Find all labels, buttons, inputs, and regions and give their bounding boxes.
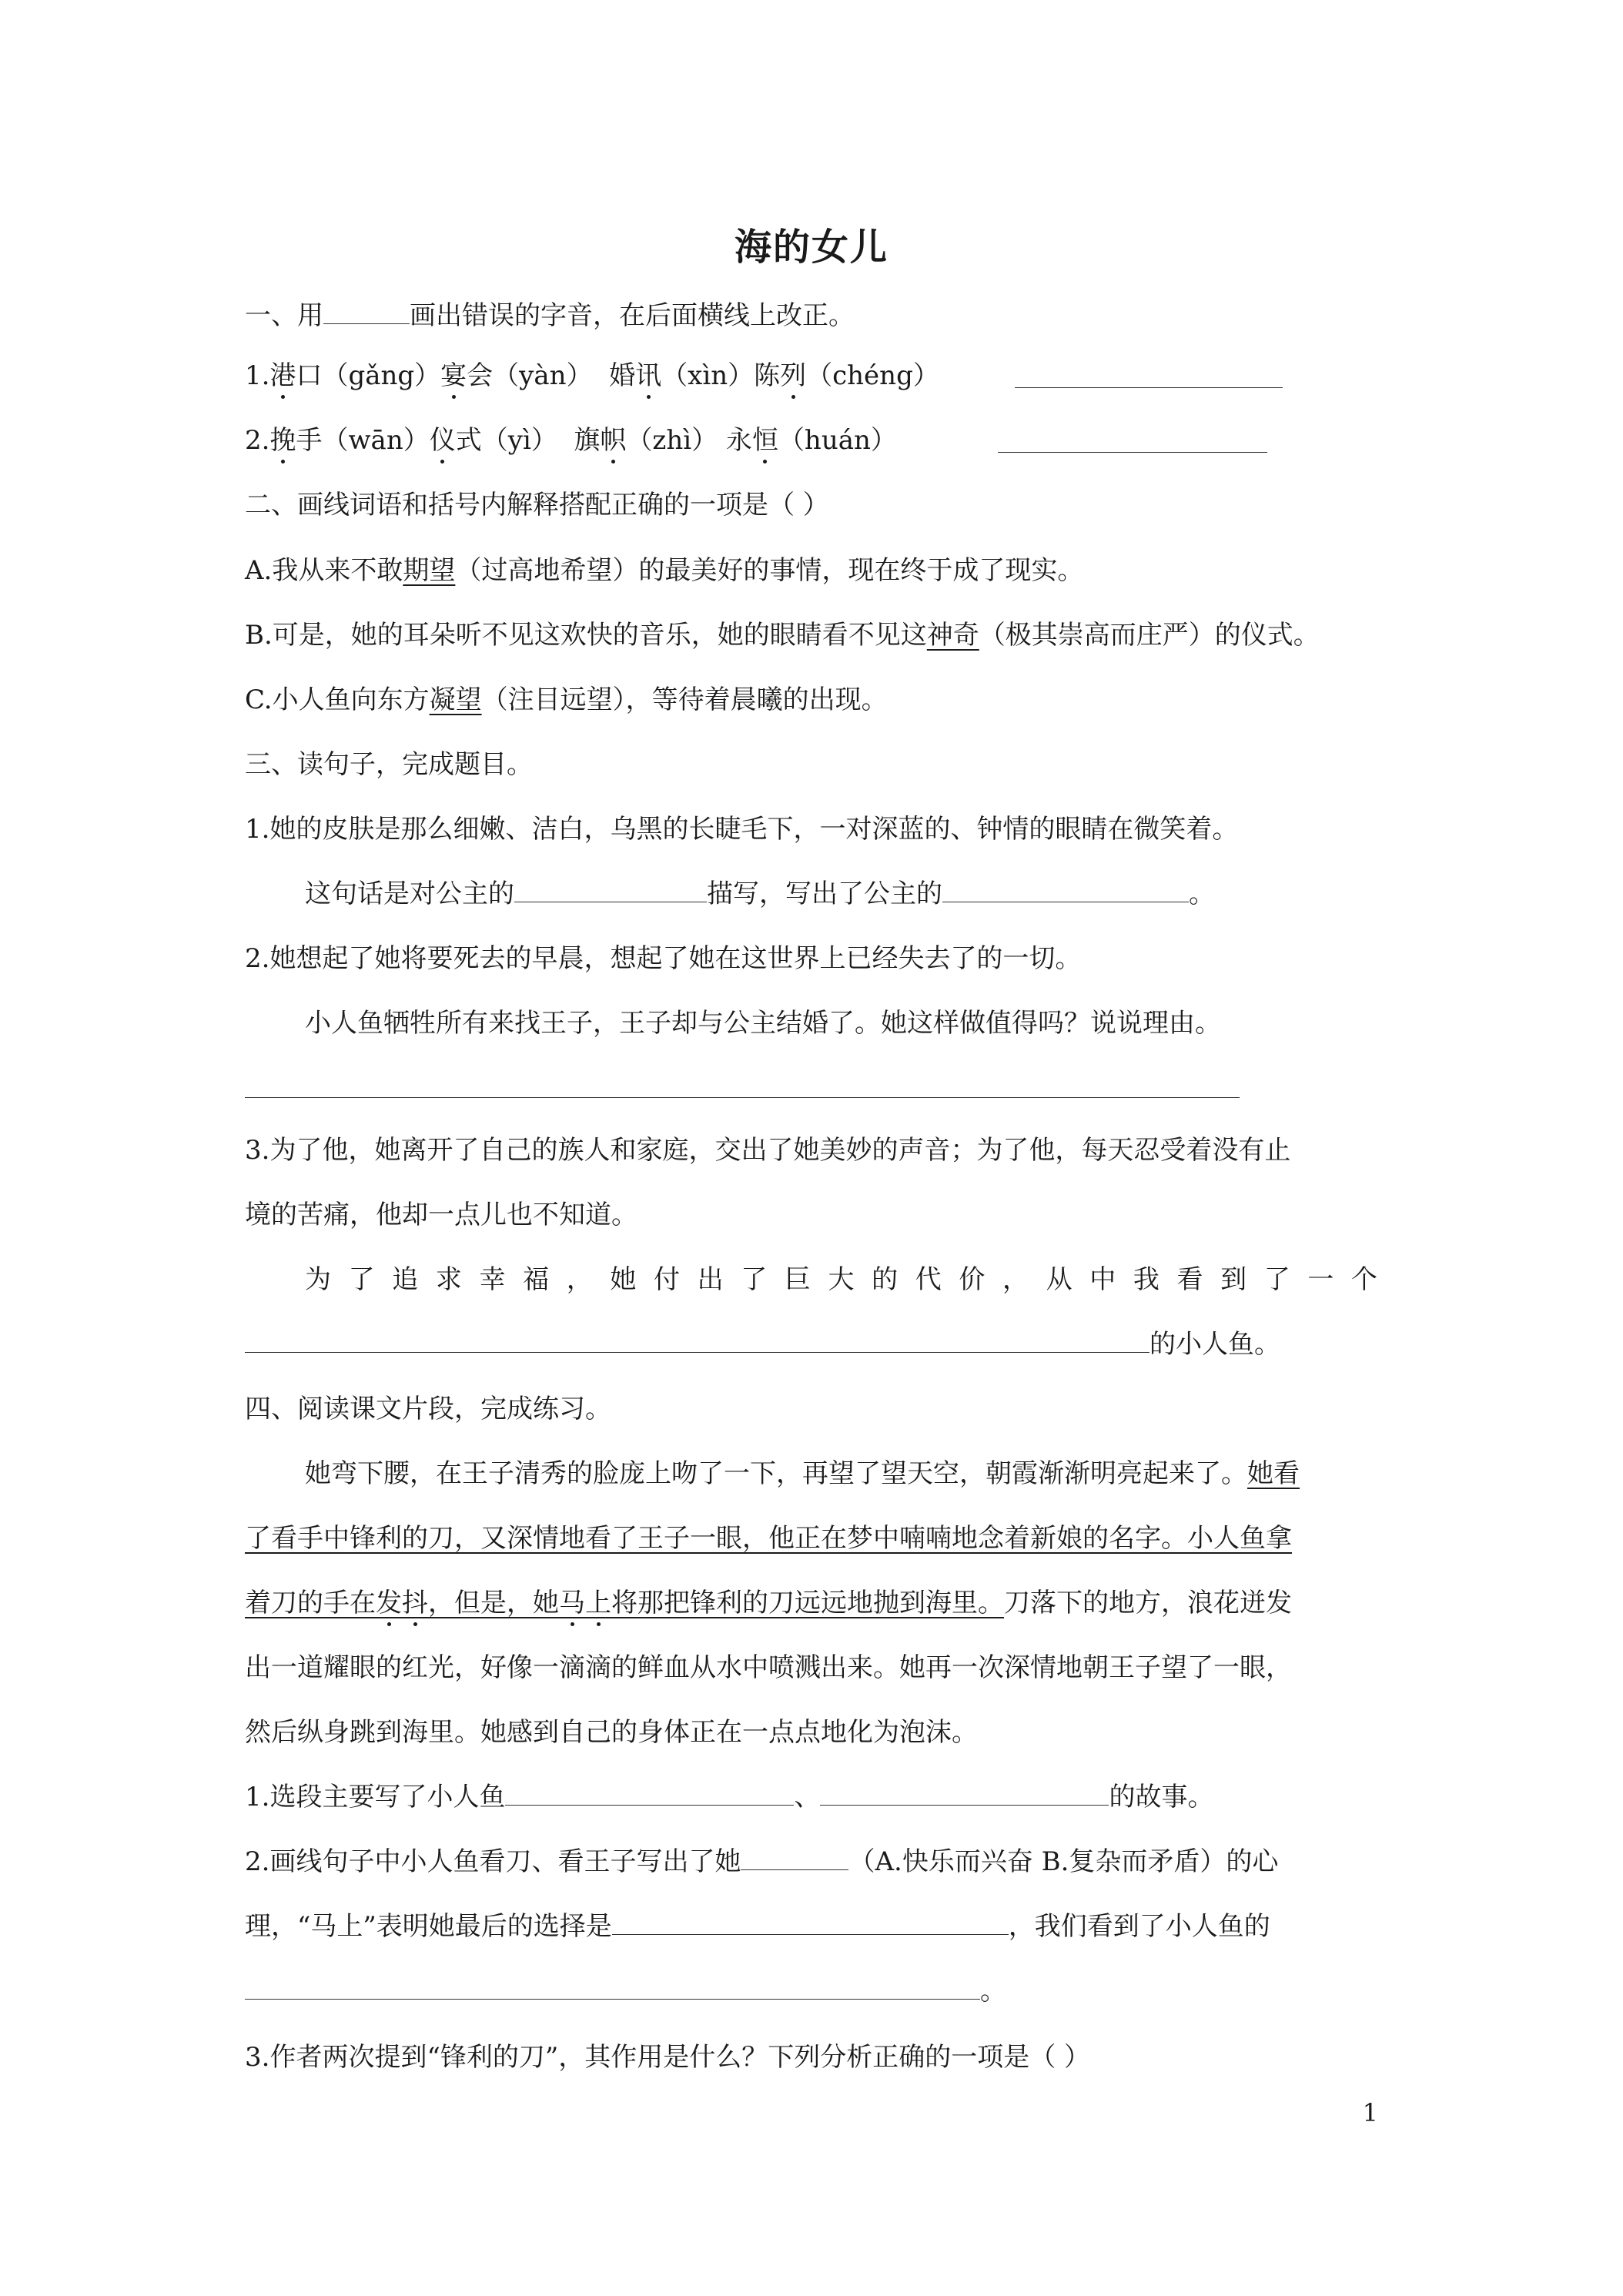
- question-text: 会（yàn） 婚: [467, 360, 636, 391]
- s4-question-1: [245, 1780, 1213, 1814]
- s2-option-c-pre: C.小人鱼向东方: [245, 684, 430, 715]
- dotted-char: 讯: [635, 360, 662, 391]
- s2-option-a-post: （过高地希望）的最美好的事情，现在终于成了现实。: [455, 555, 1084, 586]
- s4-q2-d: ，我们看到了小人鱼的: [1008, 1911, 1270, 1942]
- s2-option-b-word: 神奇: [926, 620, 979, 651]
- passage-line-5: 然后纵身跳到海里。她感到自己的身体正在一点点地化为泡沫。: [245, 1717, 978, 1748]
- spread-char: 价: [959, 1264, 986, 1295]
- s2-option-c-word: 凝望: [429, 684, 482, 715]
- spread-char: 付: [654, 1264, 680, 1295]
- section-1-heading-b: 画出错误的字音，在后面横线上改正。: [410, 300, 855, 331]
- spread-char: 的: [872, 1264, 899, 1295]
- s4-q2-b: （A.快乐而兴奋 B.复杂而矛盾）的心: [848, 1846, 1279, 1877]
- dotted-char: 仪: [429, 425, 456, 456]
- s4-q2-blank-1[interactable]: [741, 1846, 848, 1870]
- spread-char: 追: [392, 1264, 419, 1295]
- question-text: 1.: [245, 360, 270, 391]
- page-number: 1: [1362, 2098, 1378, 2127]
- question-text: （xìn）陈: [661, 360, 781, 391]
- s4-q2-blank-2[interactable]: [612, 1911, 1009, 1935]
- spread-char: 个: [1351, 1264, 1377, 1295]
- s3-q3-blank[interactable]: [245, 1329, 1149, 1353]
- question-text: 手（wān）: [296, 425, 430, 456]
- dotted-char: 挽: [269, 425, 296, 456]
- spread-char: 一: [1307, 1264, 1334, 1295]
- s3-question-2-prompt: 小人鱼牺牲所有来找王子，王子却与公主结婚了。她这样做值得吗？说说理由。: [305, 1008, 1221, 1039]
- dotted-char: 帜: [600, 425, 627, 456]
- s4-q1-c: 的故事。: [1109, 1782, 1214, 1812]
- spread-char: 代: [915, 1264, 942, 1295]
- s4-q1-b: 、: [794, 1782, 821, 1812]
- question-text: （huán）: [778, 425, 897, 456]
- question-text: 式（yì） 旗: [455, 425, 601, 456]
- question-text: 2.: [245, 425, 270, 456]
- s1-question-1: [245, 359, 939, 393]
- s2-option-a: [245, 554, 1083, 587]
- dotted-char: 上: [585, 1588, 611, 1618]
- spread-char: 中: [1089, 1264, 1116, 1295]
- s2-option-c-post: （注目远望），等待着晨曦的出现。: [481, 684, 888, 715]
- dotted-char: 发: [376, 1588, 402, 1618]
- spread-char: 求: [435, 1264, 462, 1295]
- s2-option-a-word: 期望: [403, 555, 456, 586]
- dotted-char: 宴: [440, 360, 467, 391]
- question-text: （zhì） 永: [626, 425, 752, 456]
- s3-question-3-prompt: [305, 1263, 1377, 1297]
- s3-q1-prompt-b: 描写，写出了公主的: [707, 879, 942, 909]
- s3-question-3-line-2: 境的苦痛，他却一点儿也不知道。: [245, 1200, 637, 1230]
- s1-answer-line-2: [998, 452, 1267, 453]
- passage-line-4: 出一道耀眼的红光，好像一滴滴的鲜血从水中喷溅出来。她再一次深情地朝王子望了一眼，: [245, 1652, 1292, 1683]
- question-text: 口（gǎng）: [296, 360, 441, 391]
- section-1-heading: [245, 299, 855, 333]
- spread-char: 巨: [784, 1264, 811, 1295]
- s4-q2-a: 2.画线句子中小人鱼看刀、看王子写出了她: [245, 1846, 741, 1877]
- spread-char: 了: [348, 1264, 375, 1295]
- page-title: 海的女儿: [734, 226, 888, 269]
- s4-question-3: 3.作者两次提到“锋利的刀”，其作用是什么？下列分析正确的一项是（ ）: [245, 2042, 1091, 2073]
- dotted-char: 港: [269, 360, 296, 391]
- passage-line-3-ul-a: 着刀的手在: [245, 1588, 376, 1618]
- s2-option-b-pre: B.可是，她的耳朵听不见这欢快的音乐，她的眼睛看不见这: [245, 620, 927, 651]
- spread-char: 出: [697, 1264, 724, 1295]
- passage-line-3-ul-b: ，但是，她: [428, 1588, 559, 1618]
- spread-char: ，: [1002, 1264, 1029, 1295]
- s4-q1-a: 1.选段主要写了小人鱼: [245, 1782, 506, 1812]
- spread-char: 了: [741, 1264, 768, 1295]
- s3-q1-blank-1[interactable]: [514, 879, 707, 902]
- section-1-heading-a: 一、用: [245, 300, 323, 331]
- s4-question-2-line-3: [245, 1974, 1006, 2008]
- s4-q2-c: 理，“马上”表明她最后的选择是: [245, 1911, 612, 1942]
- s3-q1-prompt-c: 。: [1189, 879, 1215, 909]
- s4-q2-e: 。: [980, 1976, 1006, 2006]
- passage-line-1: [305, 1457, 1300, 1491]
- section-4-heading: 四、阅读课文片段，完成练习。: [245, 1394, 611, 1424]
- spread-char: 看: [1176, 1264, 1203, 1295]
- s2-option-b: [245, 618, 1320, 652]
- passage-line-2-underlined: 了看手中锋利的刀，又深情地看了王子一眼，他正在梦中喃喃地念着新娘的名字。小人鱼拿: [245, 1523, 1292, 1554]
- s3-q3-end: 的小人鱼。: [1149, 1329, 1280, 1360]
- s4-question-2-line-2: [245, 1909, 1270, 1943]
- section-3-heading: 三、读句子，完成题目。: [245, 749, 533, 780]
- s3-question-1-prompt: [305, 877, 1215, 911]
- s3-q2-answer-line[interactable]: [245, 1097, 1240, 1098]
- s2-option-a-pre: A.我从来不敢: [245, 555, 403, 586]
- section-2-heading: 二、画线词语和括号内解释搭配正确的一项是（ ）: [245, 490, 829, 520]
- spread-char: 为: [305, 1264, 331, 1295]
- spread-char: ，: [566, 1264, 593, 1295]
- spread-char: 福: [523, 1264, 550, 1295]
- passage-line-3-ul-c: 将那把锋利的刀远远地抛到海里。: [611, 1588, 1004, 1618]
- s4-q1-blank-2[interactable]: [820, 1782, 1109, 1806]
- s1-question-2: [245, 423, 897, 457]
- s2-option-b-post: （极其崇高而庄严）的仪式。: [979, 620, 1320, 651]
- dotted-char: 抖: [402, 1588, 428, 1618]
- dotted-char: 列: [780, 360, 807, 391]
- s3-q1-prompt-a: 这句话是对公主的: [305, 879, 514, 909]
- spread-char: 她: [610, 1264, 637, 1295]
- spread-char: 了: [1263, 1264, 1290, 1295]
- dotted-char: 马: [559, 1588, 585, 1618]
- spread-char: 我: [1133, 1264, 1160, 1295]
- s4-question-2-line-1: [245, 1845, 1278, 1879]
- spread-char: 从: [1046, 1264, 1073, 1295]
- s3-question-1: 1.她的皮肤是那么细嫩、洁白，乌黑的长睫毛下，一对深蓝的、钟情的眼睛在微笑着。: [245, 814, 1239, 845]
- passage-line-1-plain: 她弯下腰，在王子清秀的脸庞上吻了一下，再望了望天空，朝霞渐渐明亮起来了。: [305, 1458, 1247, 1489]
- passage-line-1-underlined: 她看: [1247, 1458, 1300, 1489]
- passage-line-3-plain: 刀落下的地方，浪花迸发: [1004, 1588, 1292, 1618]
- s3-question-3-answer-row: [245, 1327, 1280, 1361]
- underline-sample: [323, 300, 410, 324]
- spread-char: 幸: [479, 1264, 506, 1295]
- passage-line-3: [245, 1586, 1292, 1620]
- passage-line-2: [245, 1521, 1292, 1555]
- s3-question-3-line-1: 3.为了他，她离开了自己的族人和家庭，交出了她美妙的声音；为了他，每天忍受着没有止: [245, 1135, 1291, 1166]
- s1-answer-line-1: [1015, 387, 1283, 388]
- question-text: （chéng）: [806, 360, 939, 391]
- s2-option-c: [245, 683, 888, 717]
- s4-q1-blank-1[interactable]: [505, 1782, 794, 1806]
- s4-q2-blank-3[interactable]: [245, 1976, 980, 2000]
- s3-q1-blank-2[interactable]: [942, 879, 1189, 902]
- s3-question-2: 2.她想起了她将要死去的早晨，想起了她在这世界上已经失去了的一切。: [245, 943, 1082, 974]
- spread-char: 大: [828, 1264, 855, 1295]
- spread-char: 到: [1220, 1264, 1247, 1295]
- dotted-char: 恒: [751, 425, 778, 456]
